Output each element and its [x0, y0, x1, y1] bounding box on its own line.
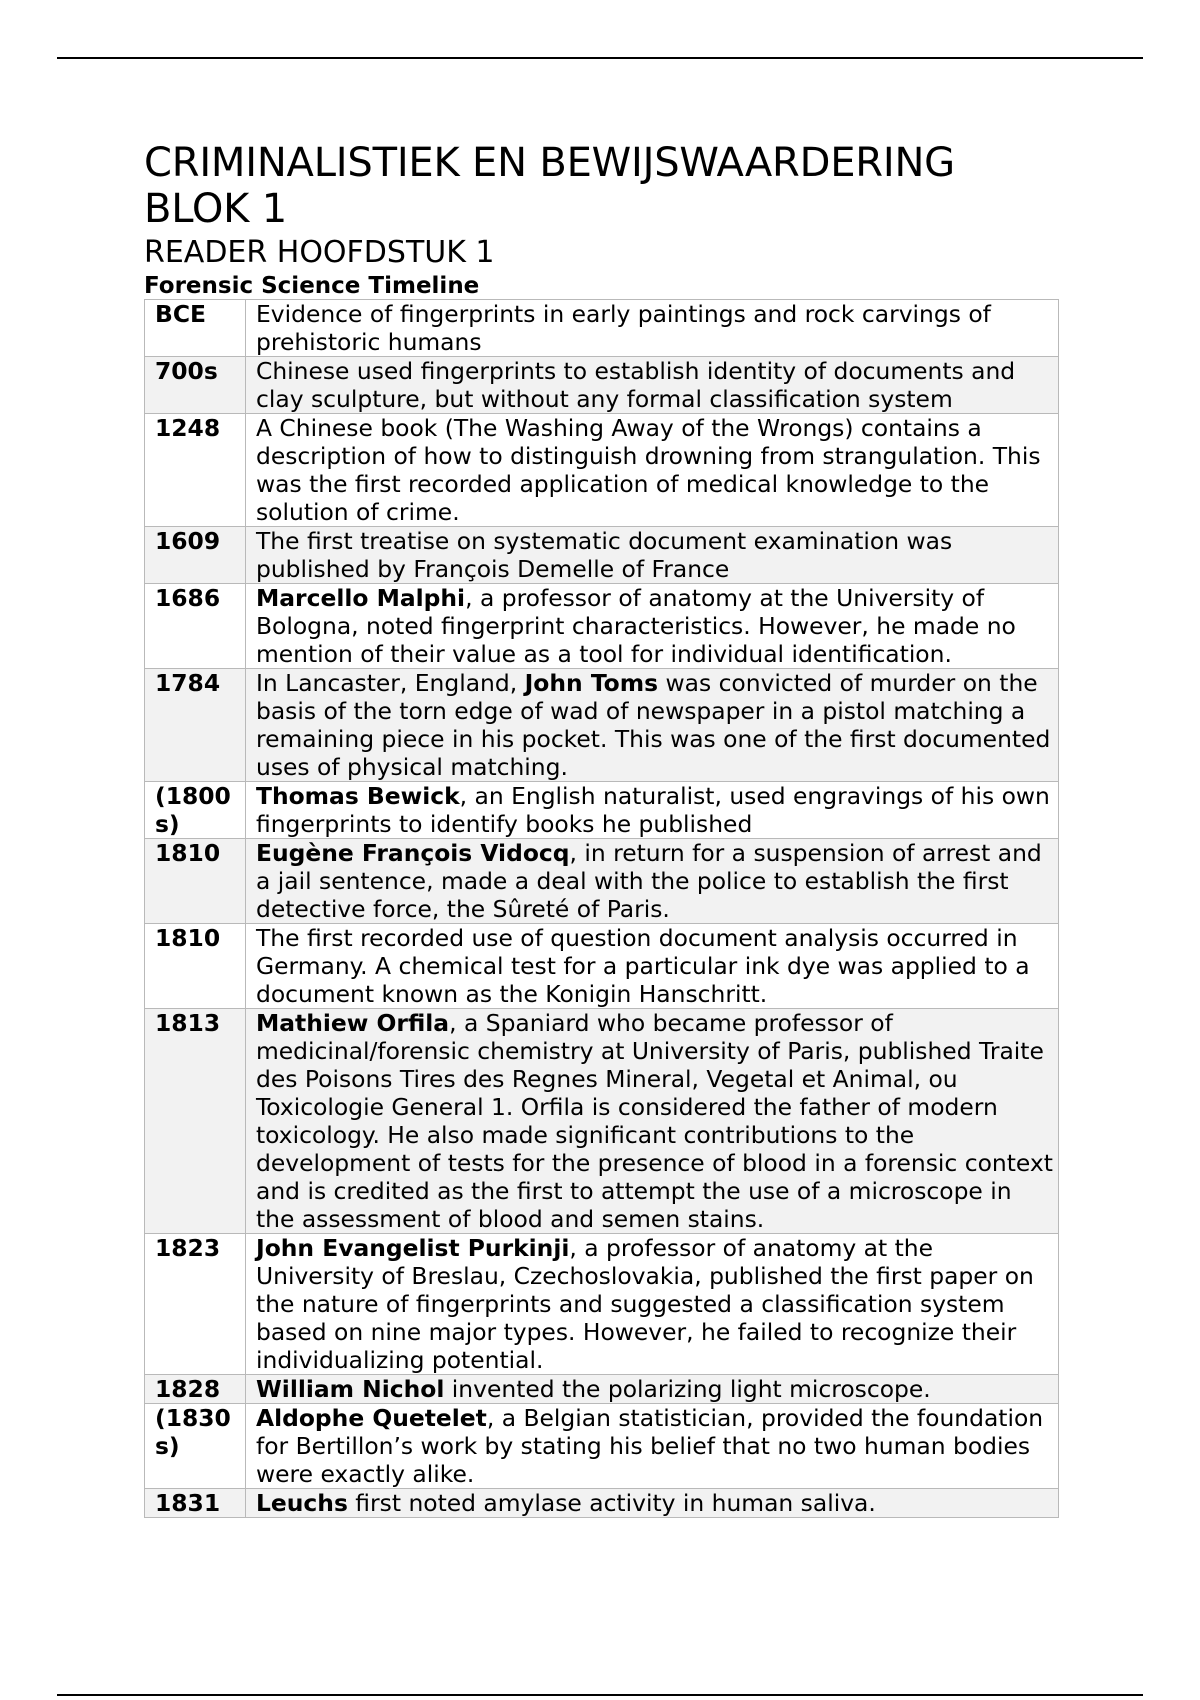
timeline-description: [246, 839, 1059, 924]
timeline-description: [246, 782, 1059, 839]
timeline-year: 700s: [145, 357, 246, 414]
timeline-description: [246, 414, 1059, 527]
timeline-year: (1800s): [145, 782, 246, 839]
table-row: [145, 300, 1059, 357]
person-name: Leuchs: [256, 1489, 348, 1517]
timeline-year: 1609: [145, 527, 246, 584]
timeline-description: [246, 527, 1059, 584]
timeline-year: 1810: [145, 924, 246, 1009]
page-content: [144, 140, 1059, 1518]
description-text: , a professor of anatomy at the University of Bologna, noted fingerprint characteristics. However, he made no mention of their value as a tool for individual identification.: [256, 584, 1016, 668]
document-subtitle: READER HOOFDSTUK 1: [144, 235, 495, 270]
table-row: [145, 414, 1059, 527]
person-name: Aldophe Quetelet: [256, 1404, 487, 1432]
timeline-description: [246, 1234, 1059, 1375]
table-row: [145, 669, 1059, 782]
timeline-year: 1248: [145, 414, 246, 527]
timeline-description: [246, 1375, 1059, 1404]
description-text: , an English naturalist, used engravings of his own fingerprints to identify books he published: [256, 782, 1050, 838]
timeline-year: 1831: [145, 1489, 246, 1518]
person-name: John Evangelist Purkinji: [256, 1234, 570, 1262]
timeline-year: BCE: [145, 300, 246, 357]
table-row: [145, 1234, 1059, 1375]
table-row: [145, 782, 1059, 839]
description-text: , a professor of anatomy at the University of Breslau, Czechoslovakia, published the first paper on the nature of fingerprints and suggested a classification system based on nine major types. However, he failed to recognize their individualizing potential.: [256, 1234, 1034, 1374]
description-lead: In Lancaster, England,: [256, 669, 525, 697]
timeline-description: [246, 584, 1059, 669]
description-text: , in return for a suspension of arrest and a jail sentence, made a deal with the police to establish the first detective force, the Sûreté of Paris.: [256, 839, 1042, 923]
person-name: John Toms: [524, 669, 659, 697]
person-name: Eugène François Vidocq: [256, 839, 570, 867]
description-text: , a Belgian statistician, provided the foundation for Bertillon’s work by stating his belief that no two human bodies were exactly alike.: [256, 1404, 1044, 1488]
section-heading: Forensic Science Timeline: [144, 273, 480, 299]
person-name: Thomas Bewick: [256, 782, 460, 810]
description-text: invented the polarizing light microscope.: [444, 1375, 931, 1403]
timeline-table: [144, 299, 1059, 1518]
timeline-year: 1686: [145, 584, 246, 669]
header-rule: [57, 57, 1143, 59]
document-title: CRIMINALISTIEK EN BEWIJSWAARDERING BLOK 1: [144, 140, 955, 232]
table-row: [145, 924, 1059, 1009]
timeline-year: 1813: [145, 1009, 246, 1234]
person-name: William Nichol: [256, 1375, 445, 1403]
timeline-description: [246, 669, 1059, 782]
footer-rule: [57, 1694, 1143, 1696]
person-name: Mathiew Orfila: [256, 1009, 450, 1037]
timeline-year: (1830s): [145, 1404, 246, 1489]
description-text: was convicted of murder on the basis of the torn edge of wad of newspaper in a pistol matching a remaining piece in his pocket. This was one of the first documented uses of physical matching.: [256, 669, 1051, 781]
description-text: Chinese used fingerprints to establish identity of documents and clay sculpture, but without any formal classification system: [256, 357, 1016, 413]
table-row: [145, 1009, 1059, 1234]
timeline-year: 1823: [145, 1234, 246, 1375]
timeline-description: [246, 300, 1059, 357]
description-text: The first treatise on systematic document examination was published by François Demelle of France: [256, 527, 953, 583]
table-row: [145, 1375, 1059, 1404]
timeline-description: [246, 1404, 1059, 1489]
timeline-description: [246, 1009, 1059, 1234]
description-text: A Chinese book (The Washing Away of the Wrongs) contains a description of how to distinguish drowning from strangulation. This was the first recorded application of medical knowledge to the solution of crime.: [256, 414, 1041, 526]
description-text: Evidence of fingerprints in early paintings and rock carvings of prehistoric humans: [256, 300, 991, 356]
table-row: [145, 1404, 1059, 1489]
description-text: first noted amylase activity in human saliva.: [347, 1489, 876, 1517]
timeline-year: 1810: [145, 839, 246, 924]
description-text: , a Spaniard who became professor of medicinal/forensic chemistry at University of Paris, published Traite des Poisons Tires des Regnes Mineral, Vegetal et Animal, ou Toxicologie General 1. Orfila is considered the father of modern toxicology. He also made significant contributions to the development of tests for the presence of blood in a forensic context and is credited as the first to attempt the use of a microscope in the assessment of blood and semen stains.: [256, 1009, 1053, 1233]
table-row: [145, 1489, 1059, 1518]
person-name: Marcello Malphi: [256, 584, 466, 612]
timeline-year: 1828: [145, 1375, 246, 1404]
timeline-description: [246, 357, 1059, 414]
table-row: [145, 584, 1059, 669]
description-text: The first recorded use of question document analysis occurred in Germany. A chemical test for a particular ink dye was applied to a document known as the Konigin Hanschritt.: [256, 924, 1030, 1008]
timeline-description: [246, 1489, 1059, 1518]
timeline-description: [246, 924, 1059, 1009]
table-row: [145, 357, 1059, 414]
table-row: [145, 839, 1059, 924]
table-row: [145, 527, 1059, 584]
timeline-year: 1784: [145, 669, 246, 782]
